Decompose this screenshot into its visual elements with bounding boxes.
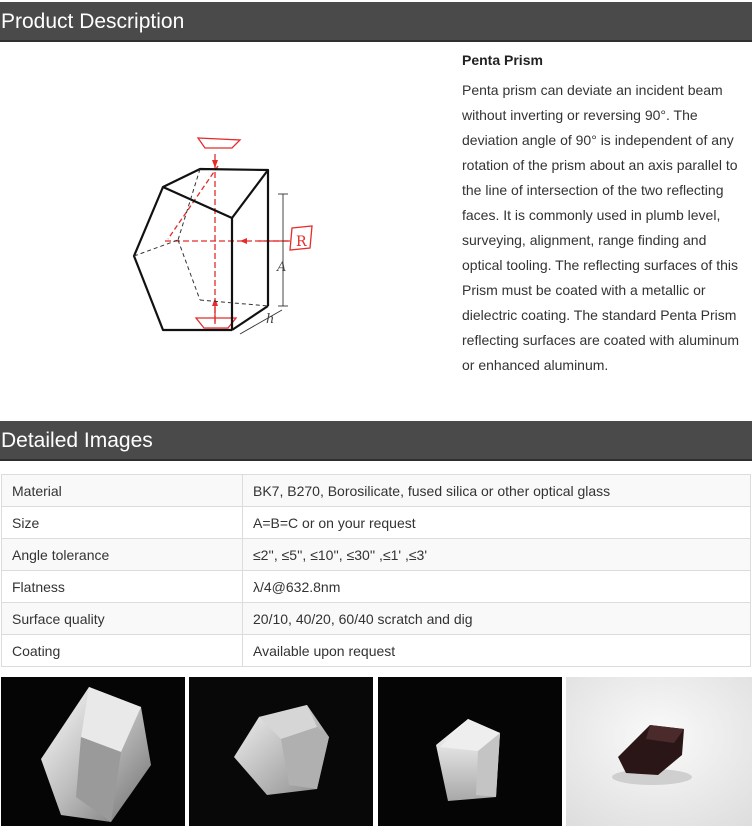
product-photo-2[interactable] <box>189 677 373 826</box>
dimension-label-a: A <box>277 260 287 275</box>
product-photo-1[interactable] <box>1 677 185 826</box>
spec-value: A=B=C or on your request <box>243 507 751 539</box>
spec-value: ≤2'', ≤5'', ≤10'', ≤30'' ,≤1' ,≤3' <box>243 539 751 571</box>
table-row <box>2 507 751 539</box>
product-description-header <box>0 2 752 42</box>
spec-value: Available upon request <box>243 635 751 667</box>
product-photo-3[interactable] <box>378 677 562 826</box>
dimension-label-h: h <box>266 312 275 327</box>
detailed-images-header <box>0 421 752 461</box>
spec-value: λ/4@632.8nm <box>243 571 751 603</box>
spec-key: Angle tolerance <box>2 539 243 571</box>
table-row <box>2 603 751 635</box>
spec-value: 20/10, 40/20, 60/40 scratch and dig <box>243 603 751 635</box>
reflected-image-label: R <box>296 234 307 250</box>
section-title: Detailed Images <box>1 429 153 452</box>
table-row <box>2 539 751 571</box>
table-row <box>2 475 751 507</box>
spec-key: Surface quality <box>2 603 243 635</box>
spec-key: Flatness <box>2 571 243 603</box>
table-row <box>2 571 751 603</box>
product-photo-4[interactable] <box>566 677 752 826</box>
product-name: Penta Prism <box>462 52 543 68</box>
table-row <box>2 635 751 667</box>
section-title: Product Description <box>1 10 185 33</box>
spec-key: Size <box>2 507 243 539</box>
spec-key: Material <box>2 475 243 507</box>
penta-prism-diagram <box>0 44 450 416</box>
spec-value: BK7, B270, Borosilicate, fused silica or other optical glass <box>243 475 751 507</box>
product-description <box>462 52 748 378</box>
product-image-gallery <box>0 677 752 826</box>
product-description-text: Penta prism can deviate an incident beam without inverting or reversing 90°. The deviation angle of 90° is independent of any rotation of the prism about an axis parallel to the line of intersection of the two reflecting faces. It is commonly used in plumb level, surveying, alignment, range finding and optical tooling. The reflecting surfaces of this Prism must be coated with a metallic or dielectric coating. The standard Penta Prism reflecting surfaces are coated with aluminum or enhanced aluminum. <box>462 82 740 373</box>
penta-prism-drawing <box>0 44 450 416</box>
spec-key: Coating <box>2 635 243 667</box>
specifications-table <box>1 474 751 667</box>
